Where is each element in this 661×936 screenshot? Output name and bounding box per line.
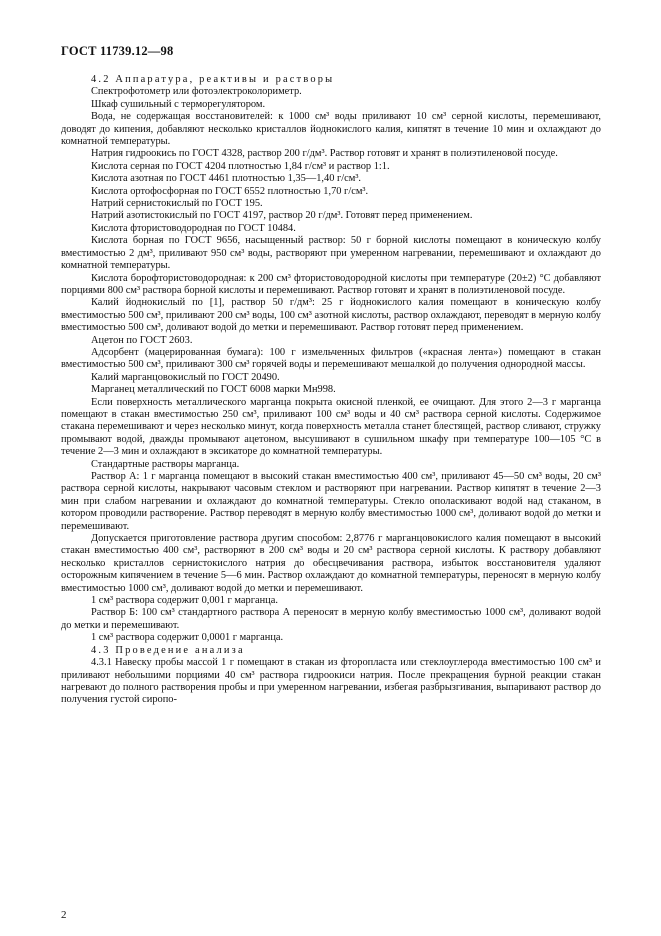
paragraph: Калий марганцовокислый по ГОСТ 20490.	[91, 371, 280, 383]
paragraph: Раствор А: 1 г марганца помещают в высокий стакан вместимостью 400 см³, приливают 45—50 см³ воды, 20 см³ раствора серной кислоты, накрывают часовым стеклом и растворяют при нагревании. Раствор кипятят в течение 2—3 мин при слабом нагревании и охлаждают до комнатной температуры. Стекло ополаскивают водой над стаканом, в котором проводили растворение. Раствор переводят в мерную колбу вместимостью 1000 см³, доливают водой до метки и перемешивают.	[61, 471, 601, 532]
paragraph: Кислота борная по ГОСТ 9656, насыщенный раствор: 50 г борной кислоты помещают в коническую колбу вместимостью 2 дм³, приливают 950 см³ воды, растворяют при умеренном нагревании, перемешивают и охлаждают до комнатной температуры.	[61, 235, 601, 272]
paragraph: Марганец металлический по ГОСТ 6008 марки Мн998.	[91, 384, 336, 396]
paragraph: Кислота серная по ГОСТ 4204 плотностью 1,84 г/см³ и раствор 1:1.	[91, 160, 390, 172]
section-heading: 4.3 Проведение анализа	[91, 644, 245, 656]
paragraph: Спектрофотометр или фотоэлектроколориметр.	[91, 86, 302, 98]
paragraph: Допускается приготовление раствора другим способом: 2,8776 г марганцовокислого калия помещают в высокий стакан вместимостью 400 см³, растворяют в 200 см³ воды и 20 см³ раствора серной кислоты. К раствору добавляют несколько кристаллов сернистокислого натрия до обесцвечивания раствора, избыток восстановителя удаляют осторожным кипячением в течение 5—6 мин. Раствор охлаждают до комнатной температуры, переносят в мерную колбу вместимостью 1000 см³, доливают водой до метки и перемешивают.	[61, 533, 601, 594]
paragraph: Кислота фтористоводородная по ГОСТ 10484.	[91, 222, 296, 234]
paragraph: Раствор Б: 100 см³ стандартного раствора А переносят в мерную колбу вместимостью 1000 см³, доливают водой до метки и перемешивают.	[61, 607, 601, 631]
paragraph: Кислота азотная по ГОСТ 4461 плотностью 1,35—1,40 г/см³.	[91, 173, 362, 185]
paragraph: Кислота ортофосфорная по ГОСТ 6552 плотностью 1,70 г/см³.	[91, 185, 369, 197]
paragraph: Натрий азотистокислый по ГОСТ 4197, раствор 20 г/дм³. Готовят перед применением.	[91, 210, 473, 222]
document-body	[61, 74, 601, 707]
paragraph: Вода, не содержащая восстановителей: к 1000 см³ воды приливают 10 см³ серной кислоты, перемешивают, доводят до кипения, добавляют несколько кристаллов йоднокислого калия, кипятят в течение 10 мин и охлаждают до комнатной температуры.	[61, 111, 601, 148]
paragraph: Стандартные растворы марганца.	[91, 458, 240, 470]
page-number: 2	[61, 909, 67, 921]
paragraph: 1 см³ раствора содержит 0,001 г марганца.	[91, 595, 278, 607]
paragraph: Если поверхность металлического марганца покрыта окисной пленкой, ее очищают. Для этого 2—3 г марганца помещают в стакан вместимостью 250 см³, приливают 100 см³ воды и 40 см³ раствора серной кислоты. Содержимое стакана перемешивают и через несколько минут, когда поверхность металла станет блестящей, раствор сливают, стружку промывают водой, дважды промывают ацетоном, высушивают в сушильном шкафу при температуре 100—105 °С в течение 2—3 мин и охлаждают в эксикаторе до комнатной температуры.	[61, 396, 601, 458]
paragraph: Натрия гидроокись по ГОСТ 4328, раствор 200 г/дм³. Раствор готовят и хранят в полиэтиленовой посуде.	[91, 148, 558, 160]
paragraph: 4.3.1 Навеску пробы массой 1 г помещают в стакан из фторопласта или стеклоуглерода вместимостью 100 см³ и приливают небольшими порциями 40 см³ раствора гидроокиси натрия. После прекращения бурной реакции стакан нагревают до полного растворения пробы и при умеренном нагревании, избегая разбрызгивания, выпаривают раствор до получения густой сиропо-	[61, 657, 601, 706]
paragraph: 1 см³ раствора содержит 0,0001 г марганца.	[91, 632, 284, 644]
paragraph: Шкаф сушильный с терморегулятором.	[91, 98, 266, 110]
paragraph: Адсорбент (мацерированная бумага): 100 г измельченных фильтров («красная лента») помещают в стакан вместимостью 500 см³, приливают 300 см³ горячей воды и перемешивают мешалкой до получения однородной массы.	[61, 346, 601, 371]
paragraph: Кислота борофтористоводородная: к 200 см³ фтористоводородной кислоты при температуре (20±2) °С добавляют порциями 800 см³ раствора борной кислоты и перемешивают. Раствор готовят и хранят в полиэтиленовой посуде.	[61, 272, 601, 296]
paragraph: Калий йоднокислый по [1], раствор 50 г/дм³: 25 г йоднокислого калия помещают в коническую колбу вместимостью 500 см³, приливают 200 см³ воды, 100 см³ азотной кислоты, раствор охлаждают, переводят в мерную колбу вместимостью 500 см³, доливают водой до метки и перемешивают. Раствор готовят перед применением.	[61, 297, 601, 334]
section-heading: 4.2 Аппаратура, реактивы и растворы	[91, 74, 335, 85]
document-header: ГОСТ 11739.12—98	[61, 44, 174, 58]
paragraph: Ацетон по ГОСТ 2603.	[91, 334, 193, 346]
paragraph: Натрий сернистокислый по ГОСТ 195.	[91, 198, 263, 210]
